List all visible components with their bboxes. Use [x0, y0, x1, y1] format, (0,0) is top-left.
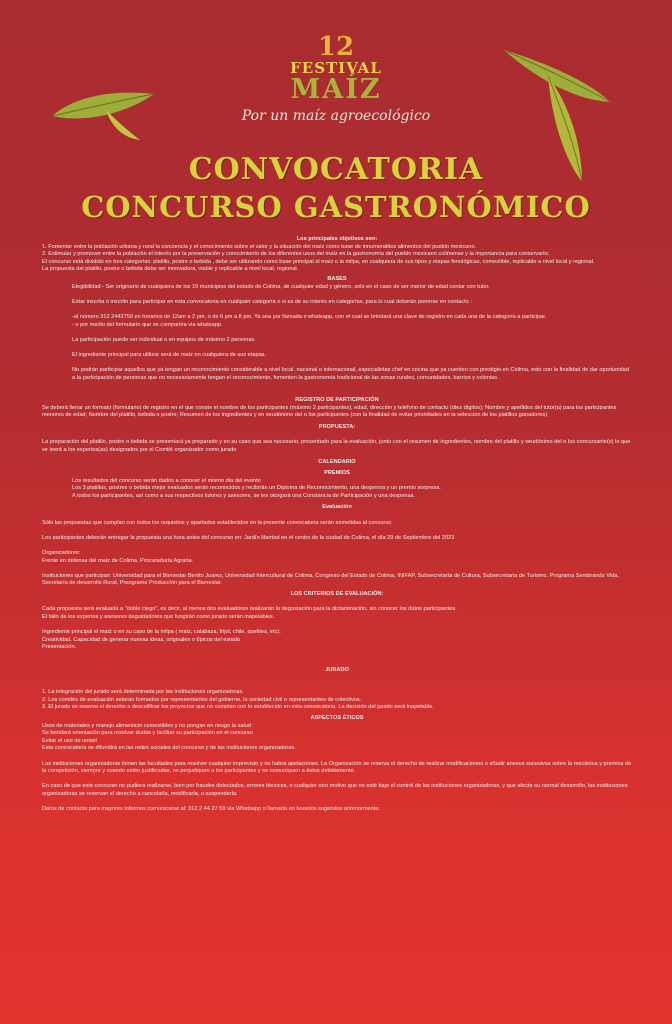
institutions-text: Instituciones que participan: Universidad para el Bienestar Benito Juarez, Universidad Intercultural de Colima, Congreso del Estado de Colima, INIFAP, Subsecretaría de Cultura, Subsecretaria de Turismo, Programa Sembrando Vida, Secretaría de desarrollo Rural, Preograma Producción para el Bienestar.: [42, 572, 619, 587]
ethics-item: Evitar el uso de unisel: [42, 737, 97, 744]
jury-item: 3. El jurado se reserva el derecho a descalificar los proyectos que no cumplan con lo establecido en esta convocatoria. La decisión del jurado será inapelable.: [42, 704, 434, 711]
objectives-heading: Los principales objetivos son:: [296, 236, 378, 242]
jury-item: 2. Los comités de evaluación estarán formados por representantes del gobierno, la sociedad civil o representantes de colectivos.: [42, 696, 362, 703]
logo-tagline: Por un maíz agroecológico: [241, 108, 431, 124]
evaluation-text: Sólo las propuestas que cumplan con todos los requisitos y apartados establecidos en la presente convocatoria serán sometidas al concurso.: [42, 519, 393, 526]
organizers-label: Organizadores:: [42, 549, 81, 556]
objective-2: 2. Estimular y promover entre la población el interés por la preservación y conocimiento de los diferentes usos del maíz en la gastronomía del pueblo mexicano colimense y la importancia para conservarlo;: [42, 251, 550, 258]
document-body: [42, 236, 632, 814]
proposal-heading: PROPUESTA:: [318, 424, 356, 431]
base-item: - o por medio del formulario que se compartira via whatsapp.: [72, 321, 223, 328]
logo-maiz: MAÍZ: [290, 74, 382, 105]
criteria-item: Ingrediente principal el maíz o en su caso de la milpa ( maíz, calabaza, frijol, chile, quelites, etc).: [42, 628, 281, 635]
bases-heading: BASES: [327, 275, 347, 282]
title-concurso: CONCURSO GASTRONÓMICO: [81, 190, 591, 224]
base-item: -al número 312 2442759 en horarios de 12am a 2 pm, o de 6 pm a 8 pm. Ya sea por llamada o whatsapp, con el cual se brindará una clave de registro en cada una de la categoría a participar.: [72, 313, 547, 320]
contact-text: Datos de contacto para mayores informes comunicarse al: 312 2 44 27 59 vía Whatsapp o llamada en horarios sugeridos anteriormente.: [42, 806, 380, 813]
prizes-heading: PREMIOS: [324, 470, 350, 477]
organizers-text: Frente en defensa del maíz de Colima, Procuraduría Agraria.: [42, 557, 194, 564]
registration-heading: REGISTRO DE PARTICIPACIÓN: [295, 397, 379, 404]
prize-item: A todos los participantes, así como a sus respectivos tutores y asesores, se les otorgará una Constancia de Participación y una despensa.: [72, 492, 415, 499]
calendar-heading: CALENDARIO: [318, 459, 356, 466]
ethics-item: Las instituciones organizadoras tienen las facultades para resolver cualquier imprevisto y no habrá apelaciones. La Organización se reserva el derecho de realizar modificaciones o añadir anexos sucesivos sobre la mecánica y premios de la competición, siempre y cuando estén justificadas, no perjudiquen a los participantes y se comuniquen a éstos debidamente.: [42, 760, 632, 775]
ethics-item: Esta convocatoria se difundirá en las redes sociales del concurso y de las instituciones organizadoras.: [42, 745, 296, 752]
criteria-item: El fallo de los expertos y asesores degustadores que fungirán como jurado serán inapelables.: [42, 613, 275, 620]
base-item: Estar inscrita o inscrito para participar en esta convocatoria en cualquier categoría o si es de su interés en categorías, para lo cual deberán ponerse en contacto :: [72, 298, 472, 305]
evaluation-text: Los participantes deberán entregar la propuesta una hora antes del concurso en: Jardín libertad en el centro de la ciudad de Colima, el día 29 de Septiembre del 2023: [42, 534, 455, 541]
logo-number: 12: [317, 32, 355, 62]
prize-item: Los resultados del concurso serán dados a conocer el mismo día del evento: [72, 477, 261, 484]
objective-1: 1. Fomentar entre la población urbana y rural la conciencia y el conocimiento sobre el valor y la situación del maíz como base de innumerables alimentos del pueblo mexicano.: [42, 243, 477, 250]
prize-item: Los 3 platillos, postres o bebida mejor evaluados serán reconocidos y recibirán un Diploma de Reconocimiento, una despensa y un premio sorpresa.: [72, 485, 441, 492]
proposal-text: La preparación del platillo, postre o bebida se presentará ya preparado y en su caso que sea necesario, presentado para la evaluación, junto con el resumen de ingredientes, nombre del platillo y seudónimo del o los concursante(s) lo que se leerá a los expertos(as) designados por el Comité organizador como jurado: [42, 439, 631, 453]
evaluation-heading: Evaluación: [322, 504, 352, 511]
categories-text: El concurso está dividido en tres categorías: platillo, postre o bebida , debe ser utilizando como base principal el maíz o la milpa, en cualquiera de sus tipos y etapas fenológicas, comestible, replicable a nivel local y regional.: [42, 258, 595, 265]
ethics-item: Usos de materiales y manejo alimenticio comestibles y no pongan en riesgo la salud: [42, 722, 251, 729]
criteria-item: Presentación.: [42, 644, 77, 651]
logo-festival: FESTIVAL: [290, 59, 382, 77]
festival-logo: [0, 34, 672, 124]
base-item: El ingrediente principal para utilizar será de maíz en cualquiera de sus etapas.: [72, 351, 267, 358]
criteria-item: Creatividad. Capacidad de generar nuevas ideas, originales o típicos del estado: [42, 636, 241, 643]
proposal-requirement: La propuesta del platillo, postre o bebida debe ser innovadora, viable y replicable a nivel local, regional.: [42, 266, 299, 273]
base-item: La participación puede ser individual o en equipos de máximo 2 personas.: [72, 336, 256, 343]
base-item: No podrán participar aquellos que ya tengan un reconocimiento considerable a nivel local, nacional o internacional, especialistas chef en cocina que ya cuenten con prestigio en Colima, esto con la finalidad de dar oportunidad a la participación de personas que no necesariamente tengan el reconocimiento, fomenten la gastronomía tradicional de las zonas rurales, comunidades, barrios y colonias.: [72, 367, 629, 381]
jury-heading: JURADO: [325, 666, 349, 673]
base-item: Elegibilidad - Ser originario de cualquiera de los 10 municipios del estado de Colima, de cualquier edad y género, solo en el caso de ser menor de edad contar con tutor.: [72, 283, 490, 290]
ethics-item: En caso de que este concurso no pudiera realizarse, bien por fraudes detectados, errores técnicos, o cualquier otro motivo que no esté bajo el control de las instituciones organizadoras, y que afecte su normal desarrollo, las instituciones organizadoras se reservan el derecho a cancelarla, modificarla, o suspenderla.: [42, 783, 628, 797]
title-convocatoria: CONVOCATORIA: [188, 152, 484, 187]
registration-text: Se deberá llenar un formato (formulario) de registro en el que conste el nombre de los participantes (máximo 2 participantes), edad, dirección y teléfono de contacto (diez dígitos); Nombre y apellidos del tutor(a) para los participantes menores de edad; Nombre del platillo, bebida o postre; Resumen de los ingredientes y en seudónimo del o los participantes (con la finalidad de evitar prioridades en la seleccion de los platillos ganadores): [42, 404, 617, 419]
criteria-heading: LOS CRITERIOS DE EVALUACIÓN:: [290, 590, 384, 597]
ethics-heading: ASPECTOS ÉTICOS: [310, 715, 364, 722]
criteria-item: Cada propuesta será evaluada a "doble ciego", es decir, al menos dos evaluadores realizarán la degustación para la dictaminación, sin conocer los datos participantes.: [42, 606, 457, 613]
jury-item: 1. La integración del jurado será determinada por las instituciones organizadoras.: [42, 689, 244, 696]
ethics-item: Se brindará orientación para resolver dudas y facilitar su participación en el concurso: [42, 730, 253, 737]
